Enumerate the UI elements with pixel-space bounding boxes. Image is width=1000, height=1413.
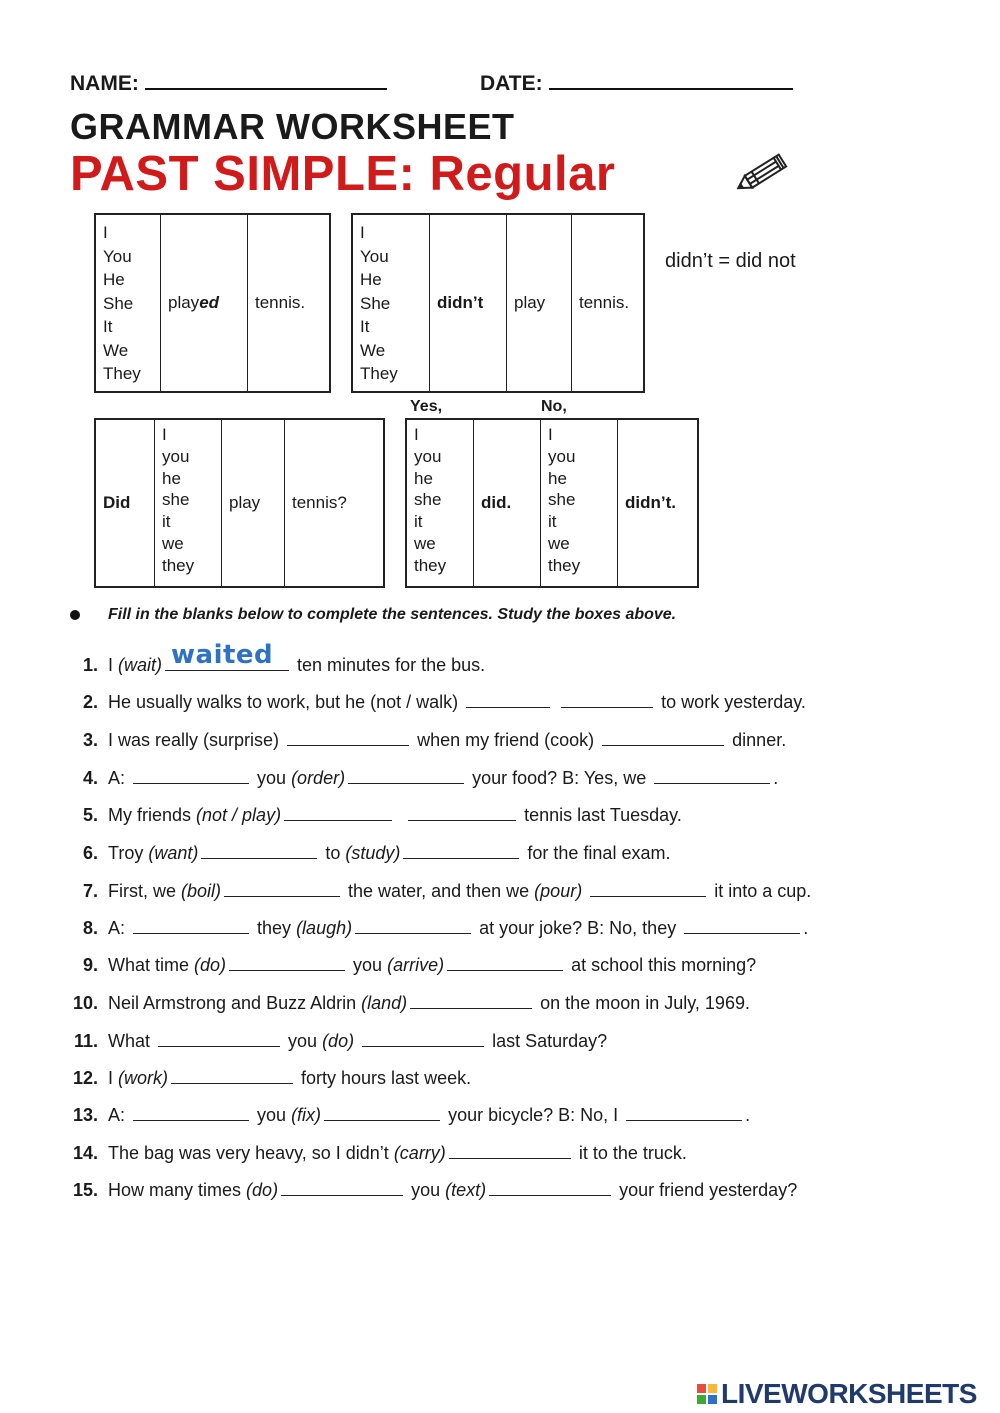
sentence-text: last Saturday?	[487, 1031, 608, 1051]
verb-cell: play	[507, 214, 572, 392]
sentence-10	[66, 993, 750, 1014]
negative-table	[351, 213, 645, 393]
sentence-text: What time	[108, 955, 195, 975]
logo-text: LIVEWORKSHEETS	[721, 1378, 977, 1409]
sentence-text: dinner.	[727, 730, 787, 750]
verb-hint: (not / play)	[196, 805, 282, 825]
sentence-text: tennis last Tuesday.	[519, 805, 682, 825]
sentence-text: it to the truck.	[573, 1143, 687, 1163]
sentence-number: 7.	[82, 881, 98, 901]
sentence-number: 6.	[82, 843, 98, 863]
yes-aux-cell: did.	[474, 419, 541, 587]
sentence-text: Troy	[108, 843, 149, 863]
pronoun: she	[548, 490, 576, 510]
pronoun: she	[414, 490, 442, 510]
name-field[interactable]	[145, 70, 387, 90]
instruction: Fill in the blanks below to complete the sentences. Study the boxes above.	[108, 606, 677, 623]
sentence-text: to work yesterday.	[656, 692, 806, 712]
sentence-text: your food? B: Yes, we	[467, 768, 647, 788]
sentence-text: The bag was very heavy, so I didn’t	[108, 1143, 394, 1163]
sentence-number: 3.	[82, 730, 98, 750]
sentence-text: What	[108, 1031, 151, 1051]
answer-input[interactable]	[165, 640, 289, 671]
verb-hint: (study)	[345, 843, 401, 863]
sentence-number: 2.	[82, 692, 98, 712]
blank-input[interactable]	[561, 693, 653, 708]
verb-hint: (fix)	[291, 1105, 322, 1125]
pronoun: You	[103, 246, 132, 266]
pronoun: you	[548, 446, 576, 466]
sentence-text: they	[252, 918, 297, 938]
sentence-text: He usually walks to work, but he (not / walk)	[108, 692, 459, 712]
blank-input[interactable]	[133, 1106, 249, 1121]
yes-label: Yes,	[410, 398, 443, 415]
pronoun: they	[162, 555, 195, 575]
sentence-text: A:	[108, 918, 126, 938]
sentence-text: I was really (surprise)	[108, 730, 280, 750]
blank-input[interactable]	[281, 1181, 403, 1196]
sentence-text: it into a cup.	[709, 881, 812, 901]
sentence-6	[66, 843, 670, 864]
verb-hint: (arrive)	[387, 955, 445, 975]
blank-input[interactable]	[348, 769, 464, 784]
logo-mark-icon	[697, 1384, 717, 1404]
sentence-number: 1.	[82, 655, 98, 675]
pronoun: it	[548, 512, 557, 532]
blank-input[interactable]	[355, 919, 471, 934]
sentence-3	[66, 730, 786, 751]
sentence-text: .	[745, 1105, 751, 1125]
sentence-4	[66, 768, 778, 789]
sentence-text: your friend yesterday?	[614, 1180, 798, 1200]
logo-square	[708, 1395, 717, 1404]
sentence-2	[66, 692, 806, 713]
sentence-text: Neil Armstrong and Buzz Aldrin	[108, 993, 362, 1013]
verb-ending: ed	[199, 293, 220, 312]
verb-hint: (text)	[445, 1180, 487, 1200]
pronoun: They	[103, 364, 141, 383]
sentence-1	[66, 640, 486, 676]
object-cell: tennis.	[572, 214, 645, 392]
short-answers-table	[405, 418, 699, 588]
verb-hint: (wait)	[118, 655, 163, 675]
pronoun: you	[162, 446, 190, 466]
sentence-number: 8.	[82, 918, 98, 938]
answer-value: waited	[171, 640, 274, 670]
yes-pronoun-list	[406, 419, 474, 587]
pronoun: she	[162, 490, 190, 510]
sentence-12	[66, 1068, 471, 1089]
logo-square	[697, 1395, 706, 1404]
pronoun-list	[352, 214, 430, 392]
sentence-text: .	[773, 768, 779, 788]
blank-input[interactable]	[284, 806, 392, 821]
date-label: DATE:	[480, 70, 793, 96]
object-cell: tennis?	[285, 419, 385, 587]
question-table	[94, 418, 385, 588]
blank-input[interactable]	[684, 919, 800, 934]
sentence-text: you	[406, 1180, 446, 1200]
verb-hint: (boil)	[181, 881, 222, 901]
no-aux-cell: didn’t.	[618, 419, 699, 587]
pronoun: You	[360, 246, 389, 266]
pronoun: we	[162, 533, 184, 553]
verb-hint: (carry)	[393, 1143, 446, 1163]
pronoun: I	[162, 425, 167, 444]
bullet-icon	[70, 610, 80, 620]
pronoun: It	[103, 317, 113, 336]
pronoun: it	[162, 512, 171, 532]
verb-hint: (laugh)	[296, 918, 353, 938]
blank-input[interactable]	[449, 1144, 571, 1159]
blank-input[interactable]	[408, 806, 516, 821]
pronoun-list	[155, 419, 222, 587]
verb-hint: (do)	[322, 1031, 355, 1051]
sentence-11	[66, 1031, 607, 1052]
no-label: No,	[541, 398, 567, 415]
sentence-number: 13.	[72, 1105, 98, 1125]
sentence-text: forty hours last week.	[296, 1068, 472, 1088]
sentence-number: 14.	[72, 1143, 98, 1163]
affirmative-table	[94, 213, 331, 393]
pronoun: we	[414, 533, 436, 553]
pronoun: he	[414, 468, 433, 488]
blank-input[interactable]	[590, 882, 706, 897]
pronoun: I	[548, 425, 553, 444]
sentence-number: 11.	[73, 1031, 98, 1051]
blank-input[interactable]	[229, 956, 345, 971]
sentence-14	[66, 1143, 687, 1164]
blank-input[interactable]	[133, 769, 249, 784]
pronoun: She	[360, 293, 391, 313]
sentence-number: 10.	[72, 993, 98, 1013]
blank-input[interactable]	[362, 1032, 484, 1047]
pronoun: he	[162, 468, 181, 488]
sentence-text: at your joke? B: No, they	[474, 918, 677, 938]
blank-input[interactable]	[410, 994, 532, 1009]
pronoun: We	[103, 340, 129, 360]
blank-input[interactable]	[133, 919, 249, 934]
pronoun: We	[360, 340, 386, 360]
sentence-7	[66, 881, 811, 902]
sentence-number: 12.	[72, 1068, 98, 1088]
verb-cell	[161, 214, 248, 392]
sentence-text: A:	[108, 768, 126, 788]
sentence-8	[66, 918, 808, 939]
sentence-number: 4.	[82, 768, 98, 788]
aux-cell: Did	[95, 419, 155, 587]
pronoun: I	[360, 223, 365, 242]
blank-input[interactable]	[224, 882, 340, 897]
pronoun: they	[414, 555, 447, 575]
sentence-text: when my friend (cook)	[412, 730, 595, 750]
sentence-number: 5.	[82, 805, 98, 825]
sentence-text: First, we	[108, 881, 182, 901]
pronoun: they	[548, 555, 581, 575]
pronoun: He	[103, 270, 125, 289]
verb-hint: (land)	[361, 993, 408, 1013]
sentence-text: the water, and then we	[343, 881, 535, 901]
blank-input[interactable]	[403, 844, 519, 859]
pronoun: They	[360, 364, 398, 383]
blank-input[interactable]	[602, 731, 724, 746]
verb-stem: play	[168, 293, 200, 312]
blank-input[interactable]	[324, 1106, 440, 1121]
sentence-15	[66, 1180, 797, 1201]
pronoun: She	[103, 293, 134, 313]
sentence-text: you	[283, 1031, 323, 1051]
sentence-9	[66, 955, 756, 976]
sentence-text: I	[108, 655, 119, 675]
sentence-text: you	[252, 768, 292, 788]
sentence-text: A:	[108, 1105, 126, 1125]
sentence-text: My friends	[108, 805, 197, 825]
sentence-text: to	[320, 843, 346, 863]
blank-input[interactable]	[489, 1181, 611, 1196]
no-pronoun-list	[541, 419, 618, 587]
contraction-note: didn’t = did not	[665, 250, 796, 272]
sentence-5	[66, 805, 682, 826]
blank-input[interactable]	[466, 693, 550, 708]
logo-square	[708, 1384, 717, 1393]
date-field[interactable]	[549, 70, 793, 90]
blank-input[interactable]	[654, 769, 770, 784]
blank-input[interactable]	[201, 844, 317, 859]
blank-input[interactable]	[626, 1106, 742, 1121]
sentence-13	[66, 1105, 750, 1126]
sentence-text: you	[252, 1105, 292, 1125]
blank-input[interactable]	[447, 956, 563, 971]
object-cell: tennis.	[248, 214, 331, 392]
aux-cell: didn’t	[430, 214, 507, 392]
worksheet-subtitle: PAST SIMPLE: Regular	[70, 147, 616, 201]
verb-hint: (do)	[246, 1180, 279, 1200]
pronoun-list	[95, 214, 161, 392]
sentence-text: How many times	[108, 1180, 247, 1200]
sentence-text: you	[348, 955, 388, 975]
blank-input[interactable]	[158, 1032, 280, 1047]
pronoun: I	[103, 223, 108, 242]
pencil-icon	[732, 146, 800, 203]
verb-hint: (pour)	[534, 881, 583, 901]
pronoun: he	[548, 468, 567, 488]
sentence-text: I	[108, 1068, 119, 1088]
sentence-number: 15.	[72, 1180, 98, 1200]
worksheet-title: GRAMMAR WORKSHEET	[70, 106, 515, 147]
blank-input[interactable]	[171, 1069, 293, 1084]
verb-hint: (work)	[118, 1068, 169, 1088]
pronoun: It	[360, 317, 370, 336]
verb-hint: (order)	[291, 768, 346, 788]
pronoun: He	[360, 270, 382, 289]
name-label: NAME:	[70, 70, 387, 96]
sentence-text: for the final exam.	[522, 843, 671, 863]
verb-hint: (do)	[194, 955, 227, 975]
verb-cell: play	[222, 419, 285, 587]
blank-input[interactable]	[287, 731, 409, 746]
verb-hint: (want)	[148, 843, 199, 863]
sentence-text: on the moon in July, 1969.	[535, 993, 750, 1013]
pronoun: you	[414, 446, 442, 466]
sentence-text: .	[803, 918, 809, 938]
sentence-number: 9.	[82, 955, 98, 975]
sentence-text: your bicycle? B: No, I	[443, 1105, 619, 1125]
sentence-text: ten minutes for the bus.	[292, 655, 486, 675]
logo-square	[697, 1384, 706, 1393]
pronoun: I	[414, 425, 419, 444]
pronoun: it	[414, 512, 423, 532]
liveworksheets-logo[interactable]	[697, 1378, 977, 1410]
pronoun: we	[548, 533, 570, 553]
sentence-text: at school this morning?	[566, 955, 757, 975]
